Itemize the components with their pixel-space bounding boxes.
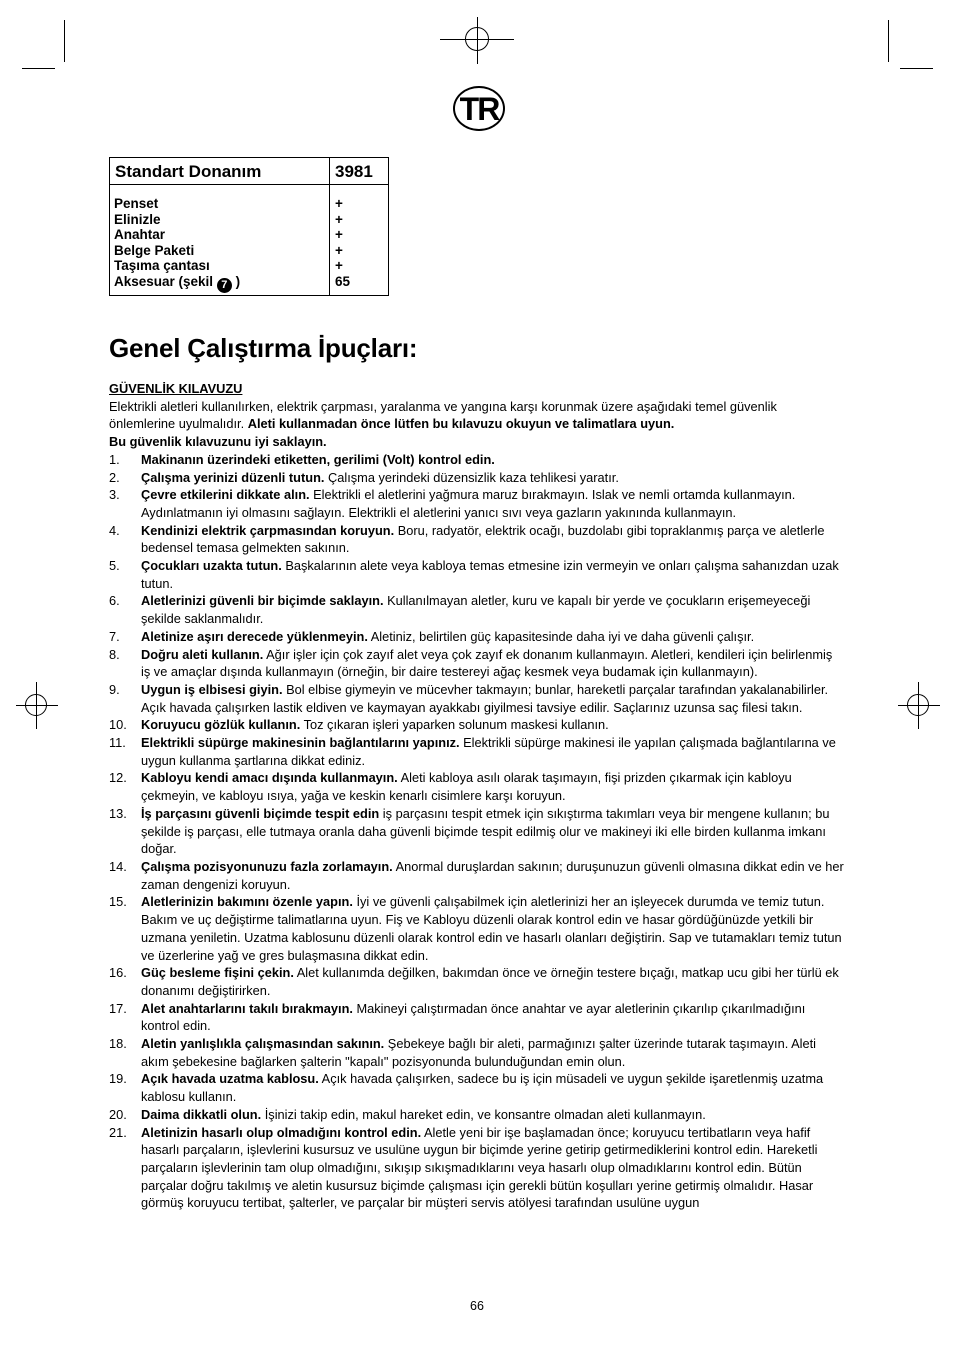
rule-text: İşinizi takip edin, makul hareket edin, ve konsantre olmadan aleti kullanmayın. <box>261 1106 706 1122</box>
rule-heading: Uygun iş elbisesi giyin. <box>141 681 283 697</box>
list-item <box>109 769 844 804</box>
list-item <box>109 592 844 627</box>
rule-heading: Alet anahtarlarını takılı bırakmayın. <box>141 1000 353 1016</box>
rule-text: Anormal duruşlardan sakının; duruşunuzun güvenli olmasına dikkat edin ve her zaman dengenizi koruyun. <box>141 858 844 892</box>
list-item <box>109 858 844 893</box>
rule-number: 17. <box>109 1000 127 1016</box>
rule-heading: Makinanın üzerindeki etiketten, gerilimi (Volt) kontrol edin. <box>141 451 495 467</box>
rule-heading: Koruyucu gözlük kullanın. <box>141 717 301 733</box>
rule-number: 15. <box>109 894 127 910</box>
rule-number: 14. <box>109 858 127 874</box>
page-title: Genel Çalıştırma İpuçları: <box>109 333 418 363</box>
table-row: Aksesuar (şekil 7 ) <box>114 273 241 291</box>
list-item <box>109 1106 844 1124</box>
rule-number: 20. <box>109 1106 127 1122</box>
table-row: Taşıma çantası <box>114 258 210 274</box>
rule-text: Toz çıkaran işleri yaparken solunum maskesi kullanın. <box>300 717 609 733</box>
rule-text: Aletiniz, belirtilen güç kapasitesinde daha iyi ve daha güvenli çalışır. <box>367 628 755 644</box>
list-item <box>109 1124 844 1213</box>
list-item <box>109 486 844 521</box>
rule-number: 10. <box>109 717 127 733</box>
list-item <box>109 469 844 487</box>
rule-text: Ağır işler için çok zayıf alet veya çok zayıf ek donanım kullanmayın. Aletleri, kendileri için belirlenmiş iş ve amaçlar dışında kullanmayın (örneğin, bir daire testereyi ağaç kesmek veya budamak için kullanmayın). <box>141 646 833 680</box>
rule-heading: Aletinizin hasarlı olup olmadığını kontrol edin. <box>141 1124 422 1140</box>
list-item <box>109 522 844 557</box>
rule-heading: Kabloyu kendi amacı dışında kullanmayın. <box>141 770 398 786</box>
safety-guide <box>109 380 844 1212</box>
figure-7-icon: 7 <box>217 278 232 293</box>
list-item <box>109 1000 844 1035</box>
rule-heading: Aletlerinizin bakımını özenle yapın. <box>141 894 353 910</box>
list-item <box>109 1035 844 1070</box>
rule-heading: Açık havada uzatma kablosu. <box>141 1071 319 1087</box>
rule-number: 6. <box>109 593 120 609</box>
rule-text: iş parçasını tespit etmek için sıkıştırma takımları veya bir mengene kullanın; bu şekilde iş parçası, elle tutmaya oranla daha güvenli biçimde tespit edilmiş olur ve makineyi iki elle birden kullanma imkanı doğar. <box>141 805 830 857</box>
rule-text: Elektrikli süpürge makinesi ile yapılan çalışmada bağlantılarına ve uygun kullanma şartlarına dikkat ediniz. <box>141 735 836 768</box>
table-header-model: 3981 <box>335 162 373 181</box>
rule-heading: İş parçasını güvenli biçimde tespit edin <box>141 805 380 821</box>
table-row: Penset <box>114 196 159 211</box>
rule-text: Boru, radyatör, elektrik ocağı, buzdolabı gibi topraklanmış parça ve aletlerle bedensel temasa gelmekten sakının. <box>141 522 825 556</box>
list-item <box>109 451 844 469</box>
rule-heading: Çalışma yerinizi düzenli tutun. <box>141 469 325 485</box>
rule-heading: Kendinizi elektrik çarpmasından koruyun. <box>141 522 395 538</box>
rule-heading: Güç besleme fişini çekin. <box>141 965 294 981</box>
language-badge: TR <box>453 86 505 131</box>
rule-number: 3. <box>109 487 120 503</box>
list-item <box>109 893 844 964</box>
rule-number: 21. <box>109 1124 127 1140</box>
rule-text: Şebekeye bağlı bir aleti, parmağınızı şalter üzerinde tutarak taşımayın. Aleti akım şebekesine bağlarken şalterin "kapalı" pozisyonunda bulunduğundan emin olun. <box>141 1036 817 1069</box>
rule-heading: Çevre etkilerini dikkate alın. <box>141 487 310 503</box>
rule-number: 9. <box>109 681 120 697</box>
rule-heading: Elektrikli süpürge makinesinin bağlantılarını yapınız. <box>141 735 460 751</box>
rule-text: Makineyi çalıştırmadan önce anahtar ve ayar aletlerinin çıkarılıp çıkarılmadığını kontrol edin. <box>141 1000 806 1034</box>
list-item <box>109 964 844 999</box>
section-heading: GÜVENLİK KILAVUZU <box>109 381 243 396</box>
rule-text: İyi ve güvenli çalışabilmek için aletlerinizi her an işleyecek durumda ve temiz tutun. Bakım ve uç değiştirme talimatlarına uyun. Fiş ve Kabloyu düzenli olarak kontrol edin ve hasar gördüğünüzde yetkili bir uzmana yeniletin. Uzatma kablosunu düzenli olarak kontrol edin ve hasarlı olanları değiştirin. Sap ve tutamakları temiz tutun ve üzerlerine yağ ve gres bulaşmasına dikkat edin. <box>141 894 842 963</box>
rule-text: Aleti kabloya asılı olarak taşımayın, fişi prizden çıkarmak için kabloyu çekmeyin, ve kabloyu ısıya, yağa ve keskin kenarlı cisimlere karşı koruyun. <box>141 770 792 804</box>
rule-number: 12. <box>109 770 127 786</box>
rule-number: 7. <box>109 628 120 644</box>
rule-text: Elektrikli el aletlerini yağmura maruz bırakmayın. Islak ve nemli ortamda kullanmayın. Aydınlatmanın iyi olmasını sağlayın. Elektrikli el aletlerini yanıcı sıvı veya gazların yakınında kullanmayın. <box>141 487 796 520</box>
rule-text: Başkalarının alete veya kabloya temas etmesine izin vermeyin ve onları çalışma sahanızdan uzak tutun. <box>141 558 839 591</box>
rule-number: 4. <box>109 522 120 538</box>
rule-heading: Doğru aleti kullanın. <box>141 646 264 662</box>
list-item <box>109 557 844 592</box>
list-item <box>109 716 844 734</box>
list-item <box>109 628 844 646</box>
list-item <box>109 734 844 769</box>
standard-equipment-table <box>109 157 389 296</box>
equipment-values: + + + + + 65 <box>335 196 351 289</box>
table-header-name: Standart Donanım <box>115 162 262 181</box>
rule-text: Kullanılmayan aletler, kuru ve kapalı bir yerde ve çocukların erişemeyeceği şekilde saklanmalıdır. <box>141 593 811 627</box>
rule-heading: Çalışma pozisyonunuzu fazla zorlamayın. <box>141 858 393 874</box>
list-item <box>109 646 844 681</box>
table-row: Belge Paketi <box>114 242 195 258</box>
rule-heading: Aletlerinizi güvenli bir biçimde saklayın. <box>141 593 384 609</box>
rule-text: Bol elbise giymeyin ve mücevher takmayın; bunlar, hareketli parçalar tarafından yakalanabilirler. Açık havada çalışırken lastik eldiven ve kaymayan ayakkabı giyilmesi tavsiye edilir. Saçlarınız uzunsa saç filesi takın. <box>141 681 829 715</box>
rule-number: 11. <box>109 735 126 751</box>
rule-heading: Çocukları uzakta tutun. <box>141 558 282 574</box>
page-number: 66 <box>470 1299 484 1313</box>
rule-text: Aletle yeni bir işe başlamadan önce; koruyucu tertibatların veya hafif hasarlı parçaların, işlevlerini kusursuz ve usulüne uygun bir biçimde yerine getirip getirmediklerini kontrol edin. Hareketli parçaların işlevlerinin tam olup olmadığını, sıkışıp sıkışmadıklarını veya hasarlı olup olmadıklarını kontrol edin. Bütün parçalar doğru takılmış ve aletin kusursuz biçimde çalışması için gerekli bütün koşulları yerine getirmiş olmalıdır. Hasar görmüş koruyucu tertibat, şalterler, ve parçalar bir müşteri servis atölyesi tarafından usulüne uygun <box>141 1124 818 1211</box>
list-item <box>109 1070 844 1105</box>
rule-heading: Aletin yanlışlıkla çalışmasından sakının. <box>141 1036 385 1052</box>
list-item <box>109 681 844 716</box>
intro-text: Elektrikli aletleri kullanılırken, elektrik çarpması, yaralanma ve yangına karşı korunmak üzere aşağıdaki temel güvenlik önlemlerine uyulmalıdır. Aleti kullanmadan önce lütfen bu kılavuzu okuyun ve talimatlara uyun. Bu güvenlik kılavuzunu iyi saklayın. <box>109 398 777 450</box>
list-item <box>109 805 844 858</box>
rule-text: Alet kullanımda değilken, bakımdan önce ve örneğin testere bıçağı, matkap ucu gibi her türlü ek donanımı değiştirirken. <box>141 965 839 998</box>
equipment-names <box>114 196 240 293</box>
table-row: Elinizle <box>114 211 161 227</box>
rule-number: 2. <box>109 469 120 485</box>
rule-heading: Daima dikkatli olun. <box>141 1106 262 1122</box>
table-row: Anahtar <box>114 227 166 243</box>
rule-number: 18. <box>109 1036 127 1052</box>
rule-text: Çalışma yerindeki düzensizlik kaza tehlikesi yaratır. <box>324 469 619 485</box>
rule-number: 13. <box>109 805 127 821</box>
rule-number: 8. <box>109 646 120 662</box>
rule-number: 5. <box>109 558 120 574</box>
safety-rules-list <box>109 451 844 1212</box>
rule-number: 16. <box>109 965 127 981</box>
rule-number: 1. <box>109 451 120 467</box>
rule-number: 19. <box>109 1071 127 1087</box>
rule-heading: Aletinize aşırı derecede yüklenmeyin. <box>141 628 368 644</box>
rule-text: Açık havada çalışırken, sadece bu iş için müsadeli ve uygun şekilde işaretlenmiş uzatma kablosu kullanın. <box>141 1071 824 1105</box>
